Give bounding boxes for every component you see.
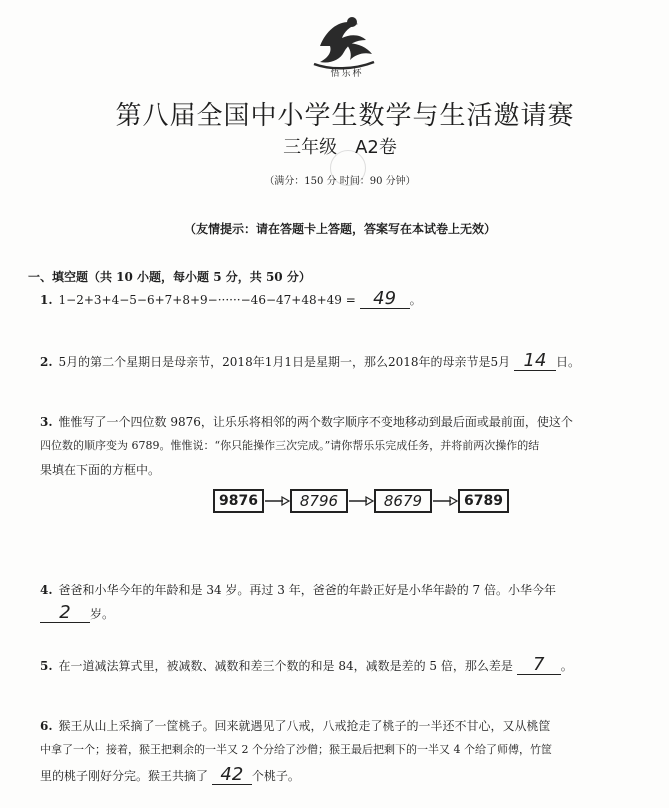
question-text: 1−2+3+4−5−6+7+8+9−······−46−47+48+49 =: [58, 293, 356, 307]
end-number-box: 6789: [458, 489, 509, 513]
arrow-right-icon: [348, 496, 374, 506]
question-3-line-2: 四位数的顺序变为 6789。惟惟说：“你只能操作三次完成。”请你帮乐乐完成任务，并将前两次操作的结: [40, 439, 540, 452]
question-text: 爸爸和小华今年的年龄和是 34 岁。再过 3 年，爸爸的年龄正好是小华年龄的 7 倍。小华今年: [58, 583, 556, 597]
question-6-line-3: [40, 766, 300, 786]
question-3: [40, 412, 573, 432]
exam-subtitle: [240, 133, 440, 159]
reminder-note: （友情提示：请在答题卡上答题，答案写在本试卷上无效）: [183, 222, 496, 236]
question-text: 在一道减法算式里，被减数、减数和差三个数的和是 84，减数是差的 5 倍，那么差是: [58, 659, 513, 673]
question-tail: 日。: [555, 355, 580, 369]
section-title: 一、填空题（共 10 小题，每小题 5 分，共 50 分）: [28, 270, 311, 284]
question-tail: 个桃子。: [251, 769, 300, 783]
question-number: 2.: [40, 355, 53, 369]
question-number: 5.: [40, 659, 53, 673]
question-1: [40, 290, 422, 310]
arrow-right-icon: [264, 496, 290, 506]
exam-title: 第八届全国中小学生数学与生活邀请赛: [115, 101, 575, 131]
answer-field[interactable]: 2: [40, 604, 90, 623]
start-number-box: 9876: [213, 489, 264, 513]
question-text-line-1: 猴王从山上采摘了一筐桃子。回来就遇见了八戒，八戒抢走了桃子的一半还不甘心，又从桃筐: [58, 719, 551, 733]
question-tail: 。: [560, 659, 573, 673]
question-tail: 。: [409, 293, 422, 307]
question-2: [40, 352, 580, 372]
answer-field[interactable]: 49: [360, 290, 410, 309]
operation-sequence: [213, 488, 509, 514]
answer-field[interactable]: 14: [514, 352, 556, 371]
arrow-right-icon: [432, 496, 458, 506]
answer-field[interactable]: 42: [212, 766, 252, 785]
question-text-line-1: 惟惟写了一个四位数 9876，让乐乐将相邻的两个数字顺序不变地移动到最后面或最前面，使这个: [58, 415, 573, 429]
step-2-answer-box[interactable]: 8679: [374, 489, 432, 513]
question-number: 3.: [40, 415, 53, 429]
question-number: 1.: [40, 293, 53, 307]
exam-meta: （满分：150 分 时间：90 分钟）: [264, 176, 416, 187]
question-number: 4.: [40, 583, 53, 597]
step-1-answer-box[interactable]: 8796: [290, 489, 348, 513]
question-6-line-2: 中拿了一个；接着，猴王把剩余的一半又 2 个分给了沙僧；猴王最后把剩下的一半又 4 个给了师傅，竹筐: [40, 743, 552, 756]
grade-label: 三年级: [283, 137, 338, 158]
question-4: [40, 580, 556, 600]
question-tail: 岁。: [90, 607, 115, 621]
question-text: 5月的第二个星期日是母亲节，2018年1月1日是星期一，那么2018年的母亲节是5月: [58, 355, 511, 369]
brand-name: 悟乐杯: [330, 69, 364, 79]
question-3-line-3: 果填在下面的方框中。: [40, 463, 161, 477]
question-6: [40, 716, 551, 736]
question-text-line-3: 里的桃子刚好分完。猴王共摘了: [40, 769, 209, 783]
question-5: [40, 656, 573, 676]
answer-field[interactable]: 7: [517, 656, 561, 675]
paper-label: A2卷: [355, 137, 397, 158]
question-4-answer-line: [40, 604, 114, 624]
question-number: 6.: [40, 719, 53, 733]
